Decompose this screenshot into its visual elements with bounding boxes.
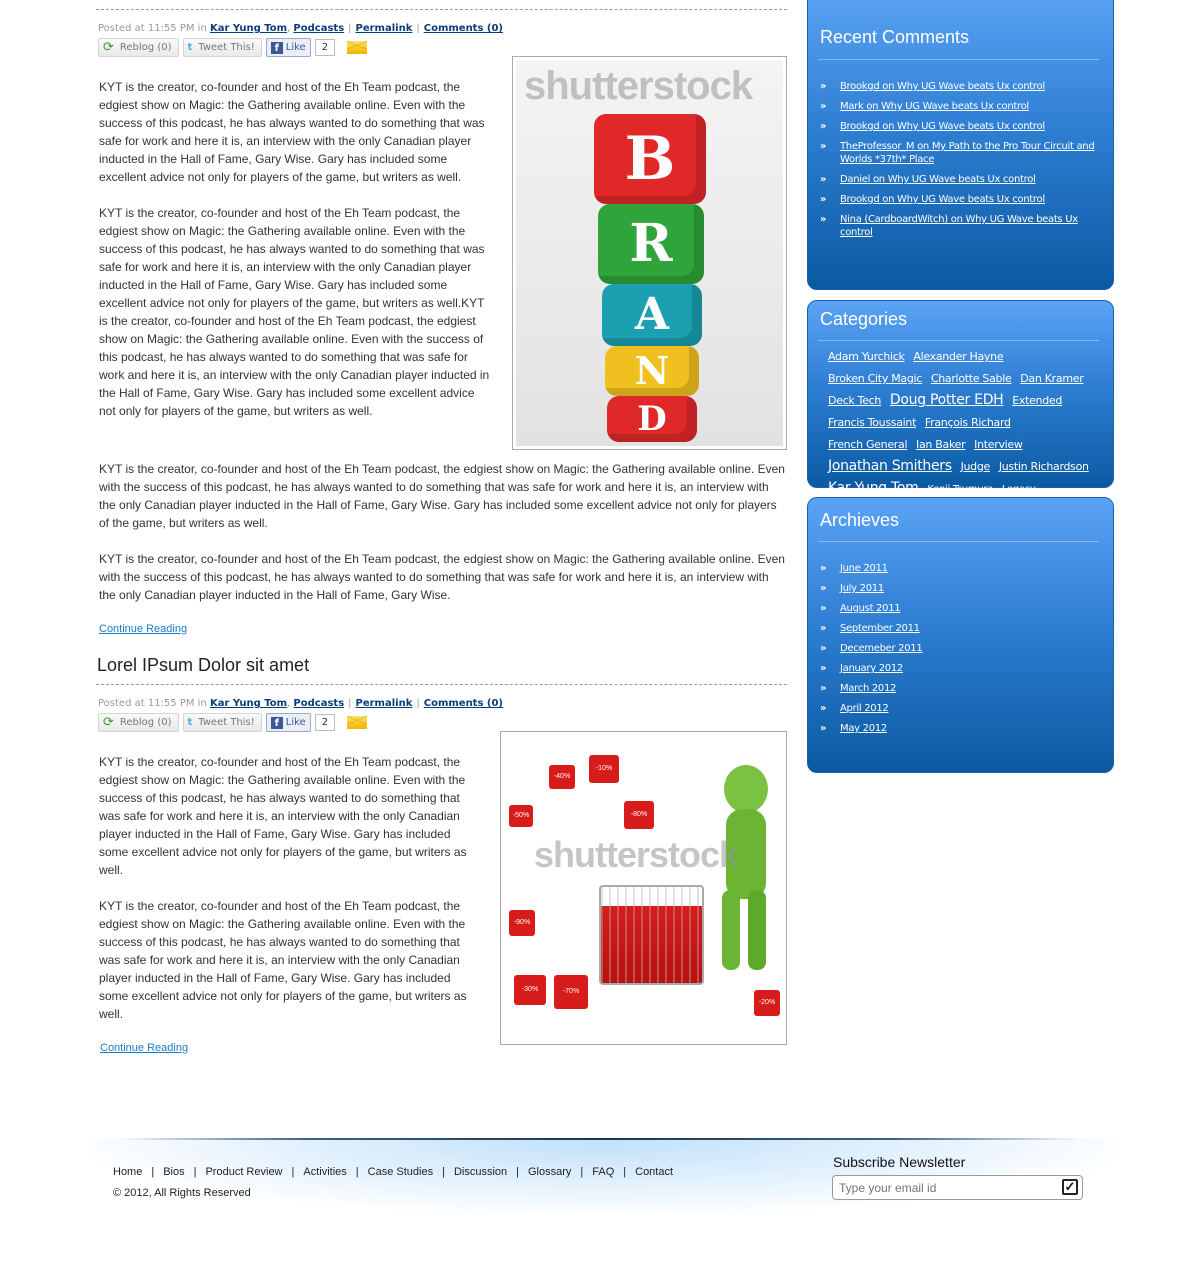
list-item	[820, 582, 1099, 595]
double-chevron-icon: »	[820, 683, 827, 694]
list-item	[820, 722, 1099, 735]
category-link[interactable]: Jonathan Smithers	[828, 458, 952, 474]
category-link[interactable]: Podcasts	[293, 23, 345, 34]
footer-nav	[113, 1166, 673, 1178]
comment-link[interactable]: Nina (CardboardWitch) on Why UG Wave beats Ux control	[840, 214, 1078, 238]
discount-cube: -80%	[624, 801, 654, 829]
separator: |	[291, 1166, 295, 1178]
reblog-label: Reblog (0)	[119, 717, 172, 728]
facebook-like-button[interactable]	[266, 38, 311, 57]
separator: |	[623, 1166, 627, 1178]
twitter-icon: t	[187, 42, 193, 53]
reblog-icon: ⟳	[103, 715, 114, 730]
separator: |	[355, 1166, 359, 1178]
divider	[818, 541, 1099, 542]
comment-link[interactable]: Brookgd on Why UG Wave beats Ux control	[840, 121, 1045, 132]
archive-link[interactable]: June 2011	[840, 563, 888, 574]
like-count: 2	[315, 39, 335, 56]
double-chevron-icon: »	[820, 81, 827, 92]
double-chevron-icon: »	[820, 643, 827, 654]
cube-letter: D	[607, 396, 697, 442]
post-paragraph: KYT is the creator, co-founder and host of the Eh Team podcast, the edgiest show on Magic: the Gathering available online. Even with the success of this podcast, he has always wanted to do something that was safe for work and here it is, an interview with the only Canadian player inducted in the Hall of Fame, Gary Wise. Gary has included some excellent advice not only for players of the game, but writers as well.KYT is the creator, co-founder and host of the Eh Team podcast, the edgiest show on Magic: the Gathering available online. Even with the success of this podcast, he has always wanted to do something that was safe for work and here it is, an interview with the only Canadian player inducted in the Hall of Fame, Gary Wise. Gary has included some excellent advice not only for players of the game, but writers as well.	[99, 206, 490, 418]
cube-letter: N	[605, 346, 699, 396]
twitter-icon: t	[187, 717, 193, 728]
list-item	[820, 622, 1099, 635]
footer-link[interactable]: Home	[113, 1166, 143, 1178]
double-chevron-icon: »	[820, 703, 827, 714]
double-chevron-icon: »	[820, 623, 827, 634]
category-link[interactable]: Kenji Tsumura	[927, 484, 994, 495]
email-share-icon[interactable]	[347, 716, 367, 729]
category-link[interactable]: Francis Toussaint	[828, 416, 917, 429]
post-title[interactable]: Lorel IPsum Dolor sit amet	[97, 655, 310, 675]
permalink-link[interactable]: Permalink	[355, 698, 413, 709]
discount-cube: -30%	[514, 975, 546, 1005]
list-item	[820, 140, 1099, 166]
post-image-brand-cubes	[512, 56, 787, 450]
footer-link[interactable]: Product Review	[205, 1166, 283, 1178]
continue-reading-link[interactable]: Continue Reading	[99, 623, 188, 635]
category-link[interactable]: Justin Richardson	[998, 460, 1089, 473]
category-link[interactable]: French General	[828, 438, 908, 451]
category-link[interactable]: Legacy	[1001, 484, 1036, 495]
category-link[interactable]: Broken City Magic	[828, 372, 923, 385]
tweet-label: Tweet This!	[198, 42, 255, 53]
post-paragraph: KYT is the creator, co-founder and host of the Eh Team podcast, the edgiest show on Magic: the Gathering available online. Even with the success of this podcast, he has always wanted to do something that was safe for work and here it is, an interview with the only Canadian player inducted in the Hall of Fame, Gary Wise. Gary has included some excellent advice not only for players of the game, but writers as well.	[99, 80, 485, 184]
footer-link[interactable]: Contact	[635, 1166, 674, 1178]
comments-link[interactable]: Comments (0)	[423, 23, 503, 34]
comment-link[interactable]: Brookgd on Why UG Wave beats Ux control	[840, 194, 1045, 205]
footer-link[interactable]: Case Studies	[367, 1166, 434, 1178]
double-chevron-icon: »	[820, 101, 827, 112]
watermark: shutterstock	[534, 834, 739, 875]
archive-link[interactable]: March 2012	[840, 683, 897, 694]
double-chevron-icon: »	[820, 723, 827, 734]
share-bar	[98, 713, 787, 732]
double-chevron-icon: »	[820, 214, 827, 225]
like-count: 2	[315, 714, 335, 731]
post-paragraph: KYT is the creator, co-founder and host of the Eh Team podcast, the edgiest show on Magic: the Gathering available online. Even with the success of this podcast, he has always wanted to do something that was safe for work and here it is, an interview with the only Canadian player inducted in the Hall of Fame, Gary Wise. Gary has included some excellent advice not only for players of the game, but writers as well.	[99, 462, 785, 530]
discount-cube: -90%	[509, 910, 535, 936]
category-link[interactable]: Kar Yung Tom	[828, 480, 919, 496]
widget-title: Recent Comments	[820, 27, 970, 47]
divider	[818, 59, 1099, 60]
list-item	[820, 80, 1099, 93]
posted-at: Posted at 11:55 PM in	[98, 698, 207, 709]
separator: |	[151, 1166, 155, 1178]
category-cloud	[828, 345, 1097, 500]
separator: |	[516, 1166, 519, 1178]
archive-link[interactable]: July 2011	[840, 583, 884, 594]
double-chevron-icon: »	[820, 563, 827, 574]
main-column	[96, 0, 787, 1055]
tweet-button[interactable]	[183, 713, 262, 732]
archive-link[interactable]: April 2012	[840, 703, 889, 714]
post-meta: Posted at 11:55 PM in Kar Yung Tom, Podcasts | Permalink | Comments (0)	[98, 698, 503, 709]
category-link[interactable]: Charlotte Sable	[930, 372, 1012, 385]
category-link[interactable]: Dan Kramer	[1020, 372, 1084, 385]
list-item	[820, 562, 1099, 575]
category-link[interactable]: Ian Baker	[916, 438, 966, 451]
post-paragraph: KYT is the creator, co-founder and host of the Eh Team podcast, the edgiest show on Magic: the Gathering available online. Even with the success of this podcast, he has always wanted to do something that was safe for work and here it is, an interview with the only Canadian player inducted in the Hall of Fame, Gary Wise.	[99, 552, 785, 602]
cube-letter: B	[594, 114, 706, 204]
widget-title: Categories	[820, 309, 908, 329]
discount-cube: -20%	[754, 990, 780, 1016]
category-link[interactable]: Adam Yurchick	[828, 350, 905, 363]
category-link[interactable]: François Richard	[924, 416, 1011, 429]
footer-link[interactable]: Activities	[303, 1166, 347, 1178]
reblog-button[interactable]	[98, 713, 179, 732]
separator: |	[580, 1166, 584, 1178]
subscribe-submit-icon[interactable]: ✓	[1062, 1179, 1078, 1195]
list-item	[820, 642, 1099, 655]
archive-link[interactable]: August 2011	[840, 603, 901, 614]
newsletter-email-input[interactable]	[832, 1175, 1083, 1200]
reblog-icon: ⟳	[103, 40, 114, 55]
list-item	[820, 602, 1099, 615]
archive-link[interactable]: September 2011	[840, 623, 920, 634]
recent-comments-list	[820, 80, 1099, 246]
reblog-label: Reblog (0)	[119, 42, 172, 53]
post-image-shopping-cart	[500, 731, 787, 1045]
posted-at: Posted at 11:55 PM in	[98, 23, 207, 34]
footer-link[interactable]: Bios	[163, 1166, 185, 1178]
comment-link[interactable]: Mark on Why UG Wave beats Ux control	[840, 101, 1029, 112]
divider	[96, 684, 787, 685]
post-body	[96, 753, 787, 1055]
post-body	[96, 64, 787, 636]
shopping-cart	[599, 885, 704, 985]
category-link[interactable]: Extended	[1012, 394, 1063, 407]
post-paragraph: KYT is the creator, co-founder and host of the Eh Team podcast, the edgiest show on Magic: the Gathering available online. Even with the success of this podcast, he has always wanted to do something that was safe for work and here it is, an interview with the only Canadian player inducted in the Hall of Fame, Gary Wise. Gary has included some excellent advice not only for players of the game, but writers as well.	[99, 755, 467, 877]
list-item	[820, 100, 1099, 113]
comments-link[interactable]: Comments (0)	[423, 698, 503, 709]
list-item	[820, 173, 1099, 186]
like-label: Like	[285, 42, 306, 53]
category-link[interactable]: Interview	[974, 438, 1023, 451]
discount-cube: -70%	[554, 975, 588, 1009]
double-chevron-icon: »	[820, 194, 827, 205]
archive-link[interactable]: Decemeber 2011	[840, 643, 923, 654]
double-chevron-icon: »	[820, 583, 827, 594]
footer-link[interactable]: Glossary	[527, 1166, 572, 1178]
recent-comments-widget	[807, 0, 1114, 290]
double-chevron-icon: »	[820, 663, 827, 674]
category-link[interactable]: Deck Tech	[828, 394, 882, 407]
tweet-button[interactable]	[183, 38, 262, 57]
reblog-button[interactable]	[98, 38, 179, 57]
category-link[interactable]: Judge	[960, 460, 991, 473]
footer-link[interactable]: FAQ	[592, 1166, 615, 1178]
copyright: © 2012, All Rights Reserved	[113, 1187, 251, 1199]
list-item	[820, 682, 1099, 695]
facebook-icon: f	[271, 717, 283, 729]
categories-widget	[807, 300, 1114, 496]
like-label: Like	[285, 717, 306, 728]
comment-link[interactable]: Brookgd on Why UG Wave beats Ux control	[840, 81, 1045, 92]
subscribe-title: Subscribe Newsletter	[833, 1154, 966, 1170]
post-paragraph: KYT is the creator, co-founder and host of the Eh Team podcast, the edgiest show on Magic: the Gathering available online. Even with the success of this podcast, he has always wanted to do something that was safe for work and here it is, an interview with the only Canadian player inducted in the Hall of Fame, Gary Wise. Gary has included some excellent advice not only for players of the game, but writers as well.	[99, 899, 467, 1021]
share-bar	[98, 38, 787, 57]
discount-cube: -10%	[589, 755, 619, 783]
discount-cube: -50%	[509, 805, 533, 827]
widget-title: Archieves	[820, 510, 900, 530]
continue-reading-link[interactable]: Continue Reading	[100, 1042, 189, 1054]
double-chevron-icon: »	[820, 174, 827, 185]
cube-letter: A	[602, 284, 702, 346]
permalink-link[interactable]: Permalink	[355, 23, 413, 34]
divider	[96, 9, 787, 10]
cube-letter: R	[598, 204, 704, 284]
author-link[interactable]: Kar Yung Tom	[209, 23, 288, 34]
list-item	[820, 662, 1099, 675]
discount-cube: -40%	[549, 765, 575, 789]
watermark: shutterstock	[524, 64, 753, 108]
double-chevron-icon: »	[820, 141, 827, 152]
author-link[interactable]: Kar Yung Tom	[209, 698, 288, 709]
list-item	[820, 120, 1099, 133]
category-link[interactable]: Alexander Hayne	[913, 350, 1004, 363]
email-share-icon[interactable]	[347, 41, 367, 54]
archives-list	[820, 562, 1099, 742]
facebook-like-button[interactable]	[266, 713, 311, 732]
list-item	[820, 213, 1099, 239]
tweet-label: Tweet This!	[198, 717, 255, 728]
footer-link[interactable]: Discussion	[453, 1166, 508, 1178]
post-meta: Posted at 11:55 PM in Kar Yung Tom, Podcasts | Permalink | Comments (0)	[98, 23, 503, 34]
separator: |	[442, 1166, 445, 1178]
comment-link[interactable]: Daniel on Why UG Wave beats Ux control	[840, 174, 1036, 185]
archives-widget	[807, 497, 1114, 773]
archive-link[interactable]: May 2012	[840, 723, 887, 734]
list-item	[820, 193, 1099, 206]
list-item	[820, 702, 1099, 715]
separator: |	[193, 1166, 197, 1178]
comment-link[interactable]: TheProfessor_M on My Path to the Pro Tour Circuit and Worlds *37th* Place	[840, 141, 1095, 165]
facebook-icon: f	[271, 42, 283, 54]
divider	[818, 340, 1099, 341]
double-chevron-icon: »	[820, 603, 827, 614]
category-link[interactable]: Doug Potter EDH	[889, 392, 1004, 408]
category-link[interactable]: Podcasts	[293, 698, 345, 709]
archive-link[interactable]: January 2012	[840, 663, 903, 674]
double-chevron-icon: »	[820, 121, 827, 132]
footer-divider	[120, 1138, 1080, 1140]
